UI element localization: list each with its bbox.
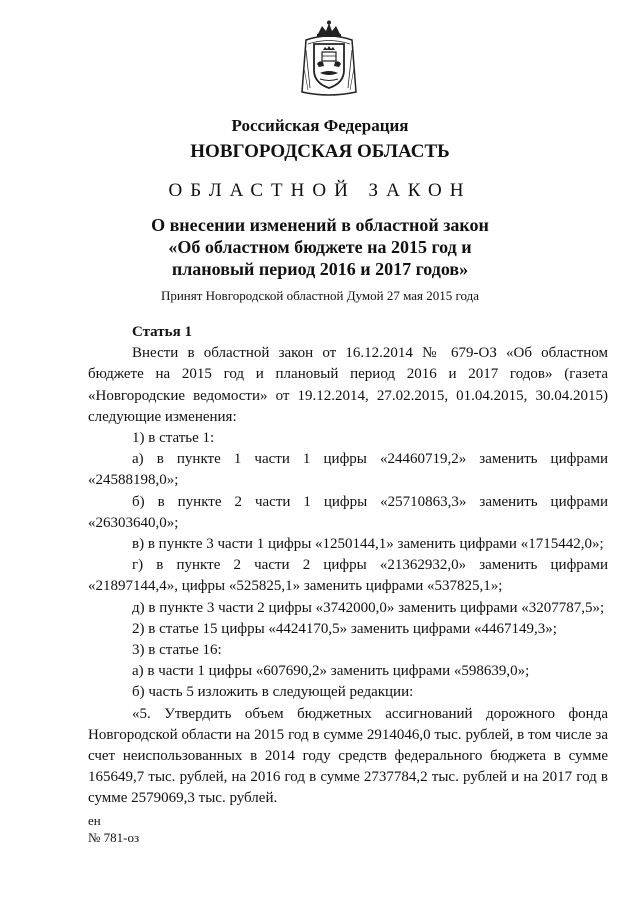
amendment-item: 1) в статье 1:	[132, 430, 215, 447]
amendment-item: «5. Утвердить объем бюджетных ассигнований дорожного фонда Новгородской области на 2015 год в сумме 2914046,0 тыс. рублей, в том числе за счет неиспользованных в 2014 году средств федерального бюджета в сумме 165649,7 тыс. рублей, на 2016 год в сумме 2737784,2 тыс. рублей и на 2017 год в сумме 2579069,3 тыс. рублей.	[88, 705, 608, 807]
amendment-item: б) часть 5 изложить в следующей редакции:	[132, 684, 414, 701]
amendment-item: г) в пункте 2 части 2 цифры «21362932,0» заменить цифрами «21897144,4», цифры «525825,1» заменить цифрами «537825,1»;	[88, 557, 608, 595]
document-footer	[88, 812, 139, 846]
amendment-item: в) в пункте 3 части 1 цифры «1250144,1» заменить цифрами «1715442,0»;	[132, 536, 604, 553]
footer-initials: ен	[88, 813, 101, 828]
article-heading: Статья 1	[132, 324, 192, 340]
law-title-line: плановый период 2016 и 2017 годов»	[171, 259, 469, 279]
law-type: ОБЛАСТНОЙ ЗАКОН	[168, 180, 472, 201]
law-title	[0, 214, 640, 280]
amendment-item: 2) в статье 15 цифры «4424170,5» заменить цифрами «4467149,3»;	[132, 620, 557, 637]
amendment-item: д) в пункте 3 части 2 цифры «3742000,0» заменить цифрами «3207787,5»;	[132, 599, 605, 616]
article-intro: Внести в областной закон от 16.12.2014 № 679-ОЗ «Об областном бюджете на 2015 год и плановый период 2016 и 2017 годов» (газета «Новгородские ведомости» от 19.12.2014, 27.02.2015, 01.04.2015, 30.04.2015) следующие изменения:	[88, 345, 608, 425]
coat-of-arms-icon	[298, 20, 360, 98]
law-body	[88, 322, 608, 810]
federation-name: Российская Федерация	[231, 116, 409, 135]
footer-number: № 781-оз	[88, 830, 140, 845]
region-name: НОВГОРОДСКАЯ ОБЛАСТЬ	[190, 141, 450, 162]
amendment-item: а) в части 1 цифры «607690,2» заменить цифрами «598639,0»;	[132, 663, 530, 680]
amendment-item: б) в пункте 2 части 1 цифры «25710863,3» заменить цифрами «26303640,0»;	[88, 493, 608, 531]
law-title-line: «Об областном бюджете на 2015 год и	[168, 237, 472, 257]
amendment-item: а) в пункте 1 части 1 цифры «24460719,2» заменить цифрами «24588198,0»;	[88, 451, 608, 489]
law-title-line: О внесении изменений в областной закон	[151, 215, 489, 235]
adoption-note: Принят Новгородской областной Думой 27 мая 2015 года	[160, 288, 480, 303]
amendment-item: 3) в статье 16:	[132, 642, 222, 659]
